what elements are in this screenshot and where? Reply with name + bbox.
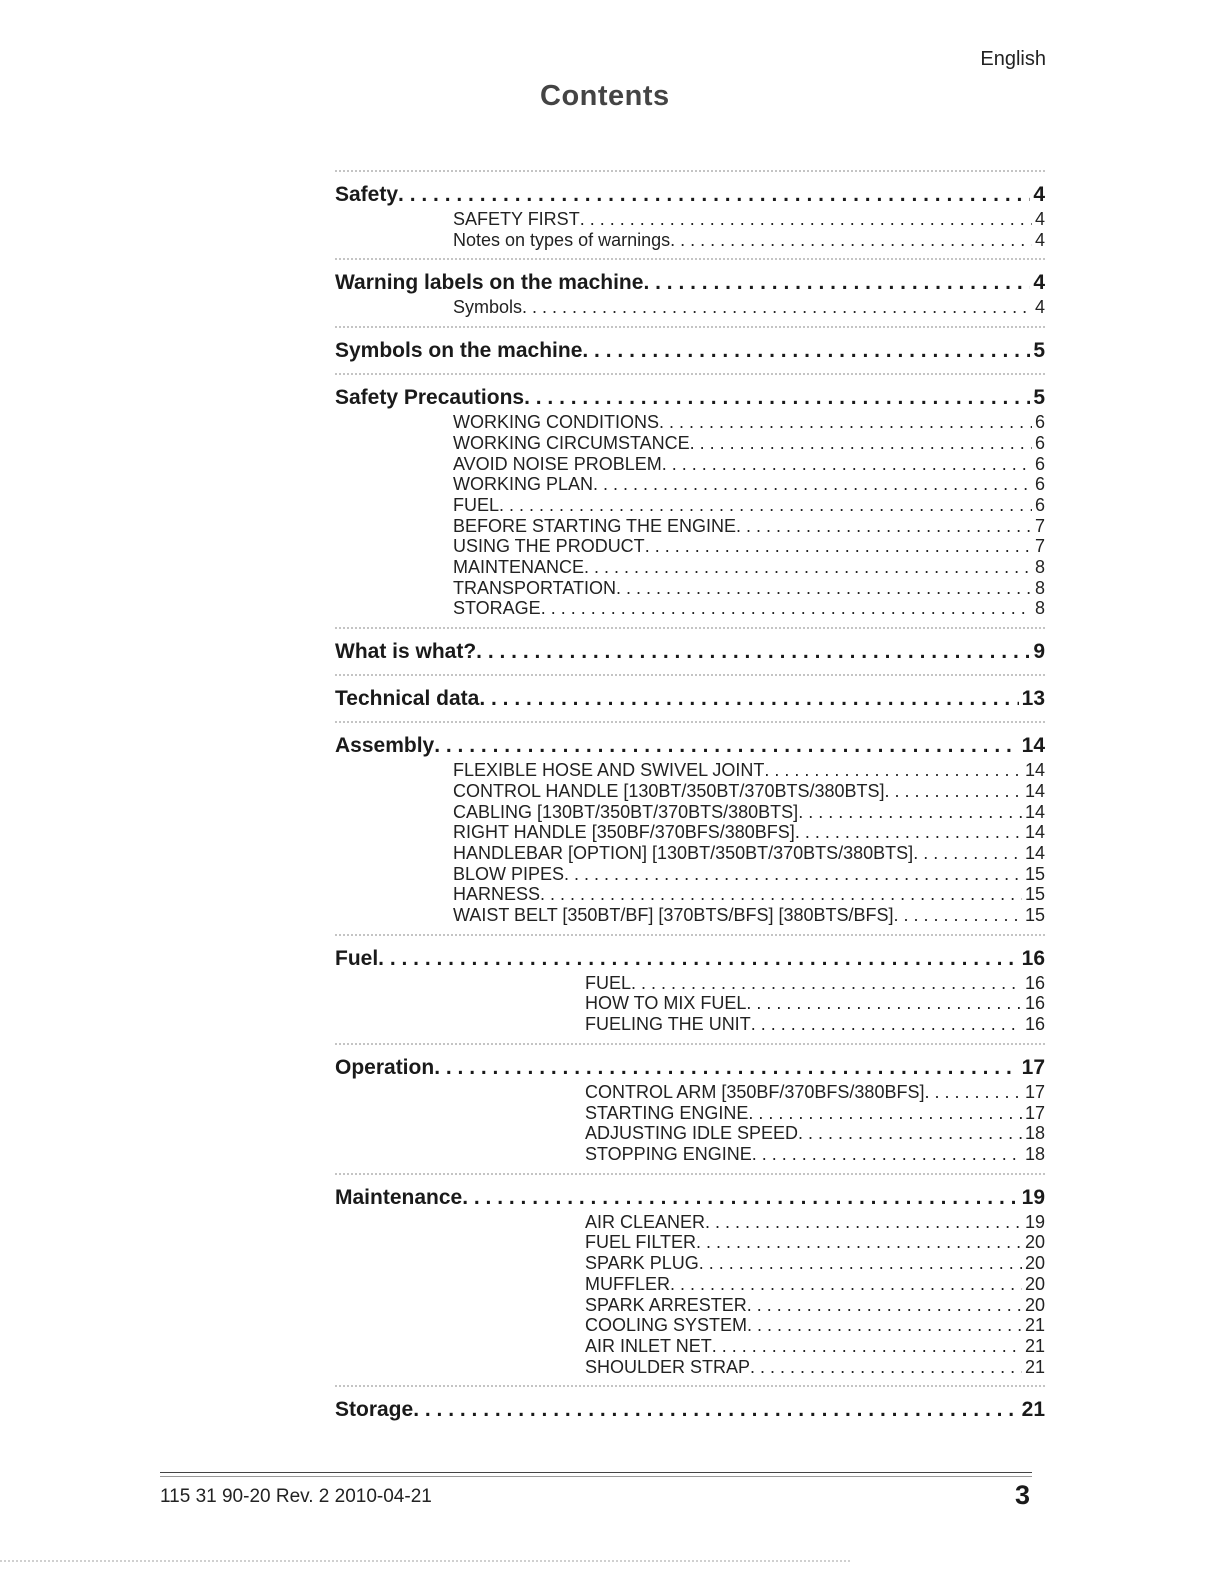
toc-entry[interactable] <box>453 474 1045 495</box>
dot-leader <box>659 412 1032 433</box>
toc-entry[interactable] <box>453 516 1045 537</box>
toc-entry[interactable] <box>453 495 1045 516</box>
page-number: 3 <box>1014 1480 1030 1510</box>
toc-entry-label: HARNESS <box>453 884 541 905</box>
toc-section <box>335 1043 1045 1173</box>
toc-section-heading[interactable] <box>335 637 1045 666</box>
dot-leader <box>705 1212 1022 1233</box>
toc-section-title: Symbols on the machine <box>335 339 583 363</box>
dot-leader <box>476 637 1030 666</box>
toc-entry[interactable] <box>585 993 1045 1014</box>
toc-entry-label: STORAGE <box>453 598 541 619</box>
table-of-contents <box>335 170 1045 1432</box>
toc-section-page: 4 <box>1033 271 1045 295</box>
toc-section-heading[interactable] <box>335 684 1045 713</box>
toc-section <box>335 674 1045 721</box>
toc-subentries <box>335 1082 1045 1165</box>
dot-leader <box>736 516 1032 537</box>
toc-entry[interactable] <box>585 973 1045 994</box>
dot-leader <box>582 336 1030 365</box>
toc-section-title: Safety <box>335 183 399 206</box>
toc-entry-label: AVOID NOISE PROBLEM <box>453 453 662 474</box>
toc-section-page: 14 <box>1021 734 1045 758</box>
footer-rule-thin <box>160 1476 1032 1477</box>
toc-entry[interactable] <box>453 209 1045 230</box>
toc-entry-page: 6 <box>1034 474 1045 495</box>
toc-entry-label: STOPPING ENGINE <box>585 1143 752 1164</box>
toc-section-heading[interactable] <box>335 1183 1045 1212</box>
dot-leader <box>798 1123 1022 1144</box>
toc-entry-page: 14 <box>1024 822 1045 843</box>
toc-entry[interactable] <box>453 578 1045 599</box>
toc-entry[interactable] <box>585 1336 1045 1357</box>
toc-section <box>335 373 1045 627</box>
toc-entry-page: 15 <box>1024 905 1045 926</box>
dot-leader <box>499 495 1032 516</box>
toc-section-title: Storage <box>335 1398 414 1422</box>
dot-leader <box>712 1336 1022 1357</box>
toc-section-page: 5 <box>1033 339 1045 363</box>
toc-entry-label: FUEL <box>453 494 500 515</box>
toc-section-page: 21 <box>1021 1398 1045 1422</box>
dot-leader <box>398 180 1030 209</box>
toc-entry-label: COOLING SYSTEM <box>585 1315 748 1336</box>
toc-section-title: What is what? <box>335 640 477 664</box>
toc-entry-page: 16 <box>1024 1014 1045 1035</box>
toc-entry-label: BLOW PIPES <box>453 863 565 884</box>
toc-entry[interactable] <box>453 884 1045 905</box>
toc-entry-label: MAINTENANCE <box>453 557 585 578</box>
toc-subentries <box>335 412 1045 619</box>
toc-entry-label: HANDLEBAR [OPTION] [130BT/350BT/370BTS/380BTS] <box>453 842 914 863</box>
toc-entry-page: 4 <box>1034 209 1045 229</box>
dot-leader <box>670 1274 1022 1295</box>
toc-section-page: 13 <box>1021 687 1045 711</box>
dot-leader <box>564 864 1022 885</box>
toc-entry-label: WORKING PLAN <box>453 474 594 495</box>
toc-section-heading[interactable] <box>335 383 1045 412</box>
dot-leader <box>378 944 1018 973</box>
toc-section-page: 5 <box>1033 386 1045 410</box>
toc-entry-label: FUEL FILTER <box>585 1232 697 1253</box>
toc-entry-page: 20 <box>1024 1273 1045 1294</box>
dot-leader <box>580 209 1032 230</box>
dot-leader <box>690 433 1032 454</box>
dot-leader <box>645 536 1032 557</box>
toc-entry-label: FUELING THE UNIT <box>585 1014 751 1035</box>
dot-leader <box>750 1357 1022 1378</box>
toc-subentries <box>335 209 1045 250</box>
toc-entry[interactable] <box>453 297 1045 318</box>
toc-entry-page: 20 <box>1024 1253 1045 1274</box>
toc-section-page: 17 <box>1021 1055 1045 1079</box>
toc-section-heading[interactable] <box>335 1395 1045 1424</box>
toc-entry-page: 17 <box>1024 1102 1045 1123</box>
toc-entry-page: 19 <box>1024 1211 1045 1232</box>
toc-subentries <box>335 973 1045 1035</box>
toc-entry-page: 4 <box>1034 297 1045 318</box>
dot-leader <box>751 1014 1022 1035</box>
dot-leader <box>662 454 1032 475</box>
toc-entry[interactable] <box>453 905 1045 926</box>
toc-entry[interactable] <box>585 1253 1045 1274</box>
toc-entry-page: 14 <box>1024 760 1045 781</box>
toc-entry[interactable] <box>585 1315 1045 1336</box>
toc-section <box>335 1385 1045 1432</box>
dot-leader <box>752 1144 1022 1165</box>
dot-leader <box>462 1183 1018 1212</box>
toc-entry[interactable] <box>585 1274 1045 1295</box>
dot-leader <box>798 802 1022 823</box>
toc-entry-page: 4 <box>1034 229 1045 250</box>
toc-entry-page: 8 <box>1034 598 1045 619</box>
toc-entry[interactable] <box>585 1232 1045 1253</box>
toc-entry-label: CABLING [130BT/350BT/370BTS/380BTS] <box>453 801 799 822</box>
toc-entry-label: BEFORE STARTING THE ENGINE <box>453 515 737 536</box>
toc-entry[interactable] <box>453 822 1045 843</box>
dot-leader <box>631 973 1022 994</box>
toc-entry-label: FUEL <box>585 972 632 993</box>
toc-entry-page: 7 <box>1034 536 1045 557</box>
dot-leader <box>616 578 1032 599</box>
toc-entry-label: RIGHT HANDLE [350BF/370BFS/380BFS] <box>453 822 795 843</box>
dot-leader <box>524 383 1030 412</box>
toc-section <box>335 934 1045 1043</box>
toc-entry[interactable] <box>453 433 1045 454</box>
toc-entry[interactable] <box>453 760 1045 781</box>
toc-entry-label: CONTROL ARM [350BF/370BFS/380BFS] <box>585 1081 925 1102</box>
toc-entry-page: 14 <box>1024 801 1045 822</box>
toc-entry-page: 15 <box>1024 863 1045 884</box>
toc-entry-page: 6 <box>1034 432 1045 453</box>
toc-section-heading[interactable] <box>335 268 1045 297</box>
toc-section-title: Fuel <box>335 946 379 970</box>
toc-entry-page: 21 <box>1024 1335 1045 1356</box>
toc-entry-page: 8 <box>1034 577 1045 598</box>
toc-section-page: 9 <box>1033 640 1045 664</box>
toc-section-page: 19 <box>1021 1185 1045 1209</box>
dot-leader <box>696 1232 1022 1253</box>
dot-leader <box>540 884 1022 905</box>
toc-subentries <box>335 1212 1045 1378</box>
toc-entry-label: SPARK PLUG <box>585 1253 699 1274</box>
toc-entry[interactable] <box>585 1123 1045 1144</box>
dot-leader <box>913 843 1022 864</box>
dot-leader <box>924 1082 1022 1103</box>
toc-section-page: 16 <box>1021 946 1045 970</box>
dot-leader <box>643 268 1030 297</box>
toc-section-title: Safety Precautions <box>335 386 525 410</box>
toc-entry-page: 16 <box>1024 993 1045 1014</box>
toc-entry[interactable] <box>453 557 1045 578</box>
toc-entry[interactable] <box>585 1212 1045 1233</box>
toc-entry[interactable] <box>585 1014 1045 1035</box>
toc-entry-label: USING THE PRODUCT <box>453 536 645 557</box>
toc-section <box>335 170 1045 258</box>
dot-leader <box>413 1395 1018 1424</box>
toc-entry-label: AIR CLEANER <box>585 1211 706 1232</box>
toc-entry[interactable] <box>453 802 1045 823</box>
toc-section-title: Warning labels on the machine <box>335 271 644 295</box>
dot-leader <box>584 557 1032 578</box>
toc-entry-page: 6 <box>1034 412 1045 433</box>
toc-entry-page: 18 <box>1024 1143 1045 1164</box>
toc-section-heading[interactable] <box>335 944 1045 973</box>
toc-entry-page: 7 <box>1034 515 1045 536</box>
dot-leader <box>885 781 1022 802</box>
toc-entry-page: 18 <box>1024 1123 1045 1144</box>
toc-entry-label: SPARK ARRESTER <box>585 1294 747 1315</box>
toc-entry-page: 14 <box>1024 780 1045 801</box>
toc-entry[interactable] <box>585 1082 1045 1103</box>
toc-section-heading[interactable] <box>335 1053 1045 1082</box>
toc-entry-label: CONTROL HANDLE [130BT/350BT/370BTS/380BTS] <box>453 780 885 801</box>
dot-leader <box>764 760 1022 781</box>
toc-entry-page: 6 <box>1034 494 1045 515</box>
toc-subentries <box>335 760 1045 926</box>
toc-entry-label: TRANSPORTATION <box>453 577 617 598</box>
dot-leader <box>699 1253 1022 1274</box>
dot-leader <box>479 684 1018 713</box>
toc-entry[interactable] <box>585 1295 1045 1316</box>
toc-entry-page: 16 <box>1024 972 1045 993</box>
dot-leader <box>746 993 1022 1014</box>
toc-entry-label: FLEXIBLE HOSE AND SWIVEL JOINT <box>453 760 765 781</box>
toc-section-heading[interactable] <box>335 731 1045 760</box>
toc-entry[interactable] <box>453 598 1045 619</box>
toc-entry[interactable] <box>453 230 1045 251</box>
dot-leader <box>795 822 1022 843</box>
toc-subentries <box>335 297 1045 318</box>
toc-entry-page: 20 <box>1024 1232 1045 1253</box>
toc-entry-label: SAFETY FIRST <box>453 209 580 229</box>
toc-entry[interactable] <box>585 1357 1045 1378</box>
toc-entry-label: WORKING CONDITIONS <box>453 412 659 433</box>
dot-leader <box>593 474 1032 495</box>
toc-entry-label: WORKING CIRCUMSTANCE <box>453 432 690 453</box>
language-label: English <box>980 48 1046 70</box>
toc-entry-label: SHOULDER STRAP <box>585 1356 751 1377</box>
toc-section <box>335 258 1045 326</box>
toc-entry[interactable] <box>453 864 1045 885</box>
toc-entry-page: 21 <box>1024 1315 1045 1336</box>
toc-entry[interactable] <box>453 412 1045 433</box>
toc-entry-page: 6 <box>1034 453 1045 474</box>
toc-entry-label: Notes on types of warnings <box>453 229 671 250</box>
toc-section-title: Technical data <box>335 687 480 711</box>
toc-section-title: Operation <box>335 1055 435 1079</box>
toc-entry-page: 14 <box>1024 842 1045 863</box>
toc-section-page: 4 <box>1033 183 1045 206</box>
dot-leader <box>894 905 1022 926</box>
dot-leader <box>747 1295 1022 1316</box>
document-reference: 115 31 90-20 Rev. 2 2010-04-21 <box>160 1486 432 1507</box>
toc-entry-page: 17 <box>1024 1081 1045 1102</box>
toc-section-heading[interactable] <box>335 180 1045 209</box>
toc-section-title: Assembly <box>335 734 435 758</box>
toc-entry-page: 21 <box>1024 1356 1045 1377</box>
dot-leader <box>522 297 1032 318</box>
dot-leader <box>434 1053 1018 1082</box>
toc-entry-label: STARTING ENGINE <box>585 1102 749 1123</box>
toc-entry-label: MUFFLER <box>585 1273 670 1294</box>
toc-entry-page: 15 <box>1024 884 1045 905</box>
toc-entry[interactable] <box>453 536 1045 557</box>
dot-leader <box>541 598 1032 619</box>
toc-entry-label: ADJUSTING IDLE SPEED <box>585 1123 799 1144</box>
dot-leader <box>670 230 1032 251</box>
toc-section <box>335 627 1045 674</box>
toc-section <box>335 1173 1045 1386</box>
footer-rule <box>160 1472 1032 1473</box>
toc-entry[interactable] <box>585 1144 1045 1165</box>
dot-leader <box>747 1315 1022 1336</box>
dot-leader <box>748 1103 1022 1124</box>
toc-section-title: Maintenance <box>335 1185 463 1209</box>
toc-section-heading[interactable] <box>335 336 1045 365</box>
page-title: Contents <box>540 80 670 112</box>
bottom-dotted-rule <box>0 1560 850 1562</box>
toc-entry-page: 20 <box>1024 1294 1045 1315</box>
toc-entry-label: Symbols <box>453 297 523 318</box>
toc-section <box>335 326 1045 373</box>
toc-entry[interactable] <box>453 781 1045 802</box>
dot-leader <box>434 731 1018 760</box>
toc-entry-page: 8 <box>1034 557 1045 578</box>
toc-entry-label: AIR INLET NET <box>585 1335 712 1356</box>
toc-entry-label: HOW TO MIX FUEL <box>585 993 747 1014</box>
toc-entry[interactable] <box>453 843 1045 864</box>
toc-entry[interactable] <box>585 1103 1045 1124</box>
toc-entry-label: WAIST BELT [350BT/BF] [370BTS/BFS] [380BTS/BFS] <box>453 905 894 926</box>
toc-entry[interactable] <box>453 454 1045 475</box>
toc-section <box>335 721 1045 934</box>
